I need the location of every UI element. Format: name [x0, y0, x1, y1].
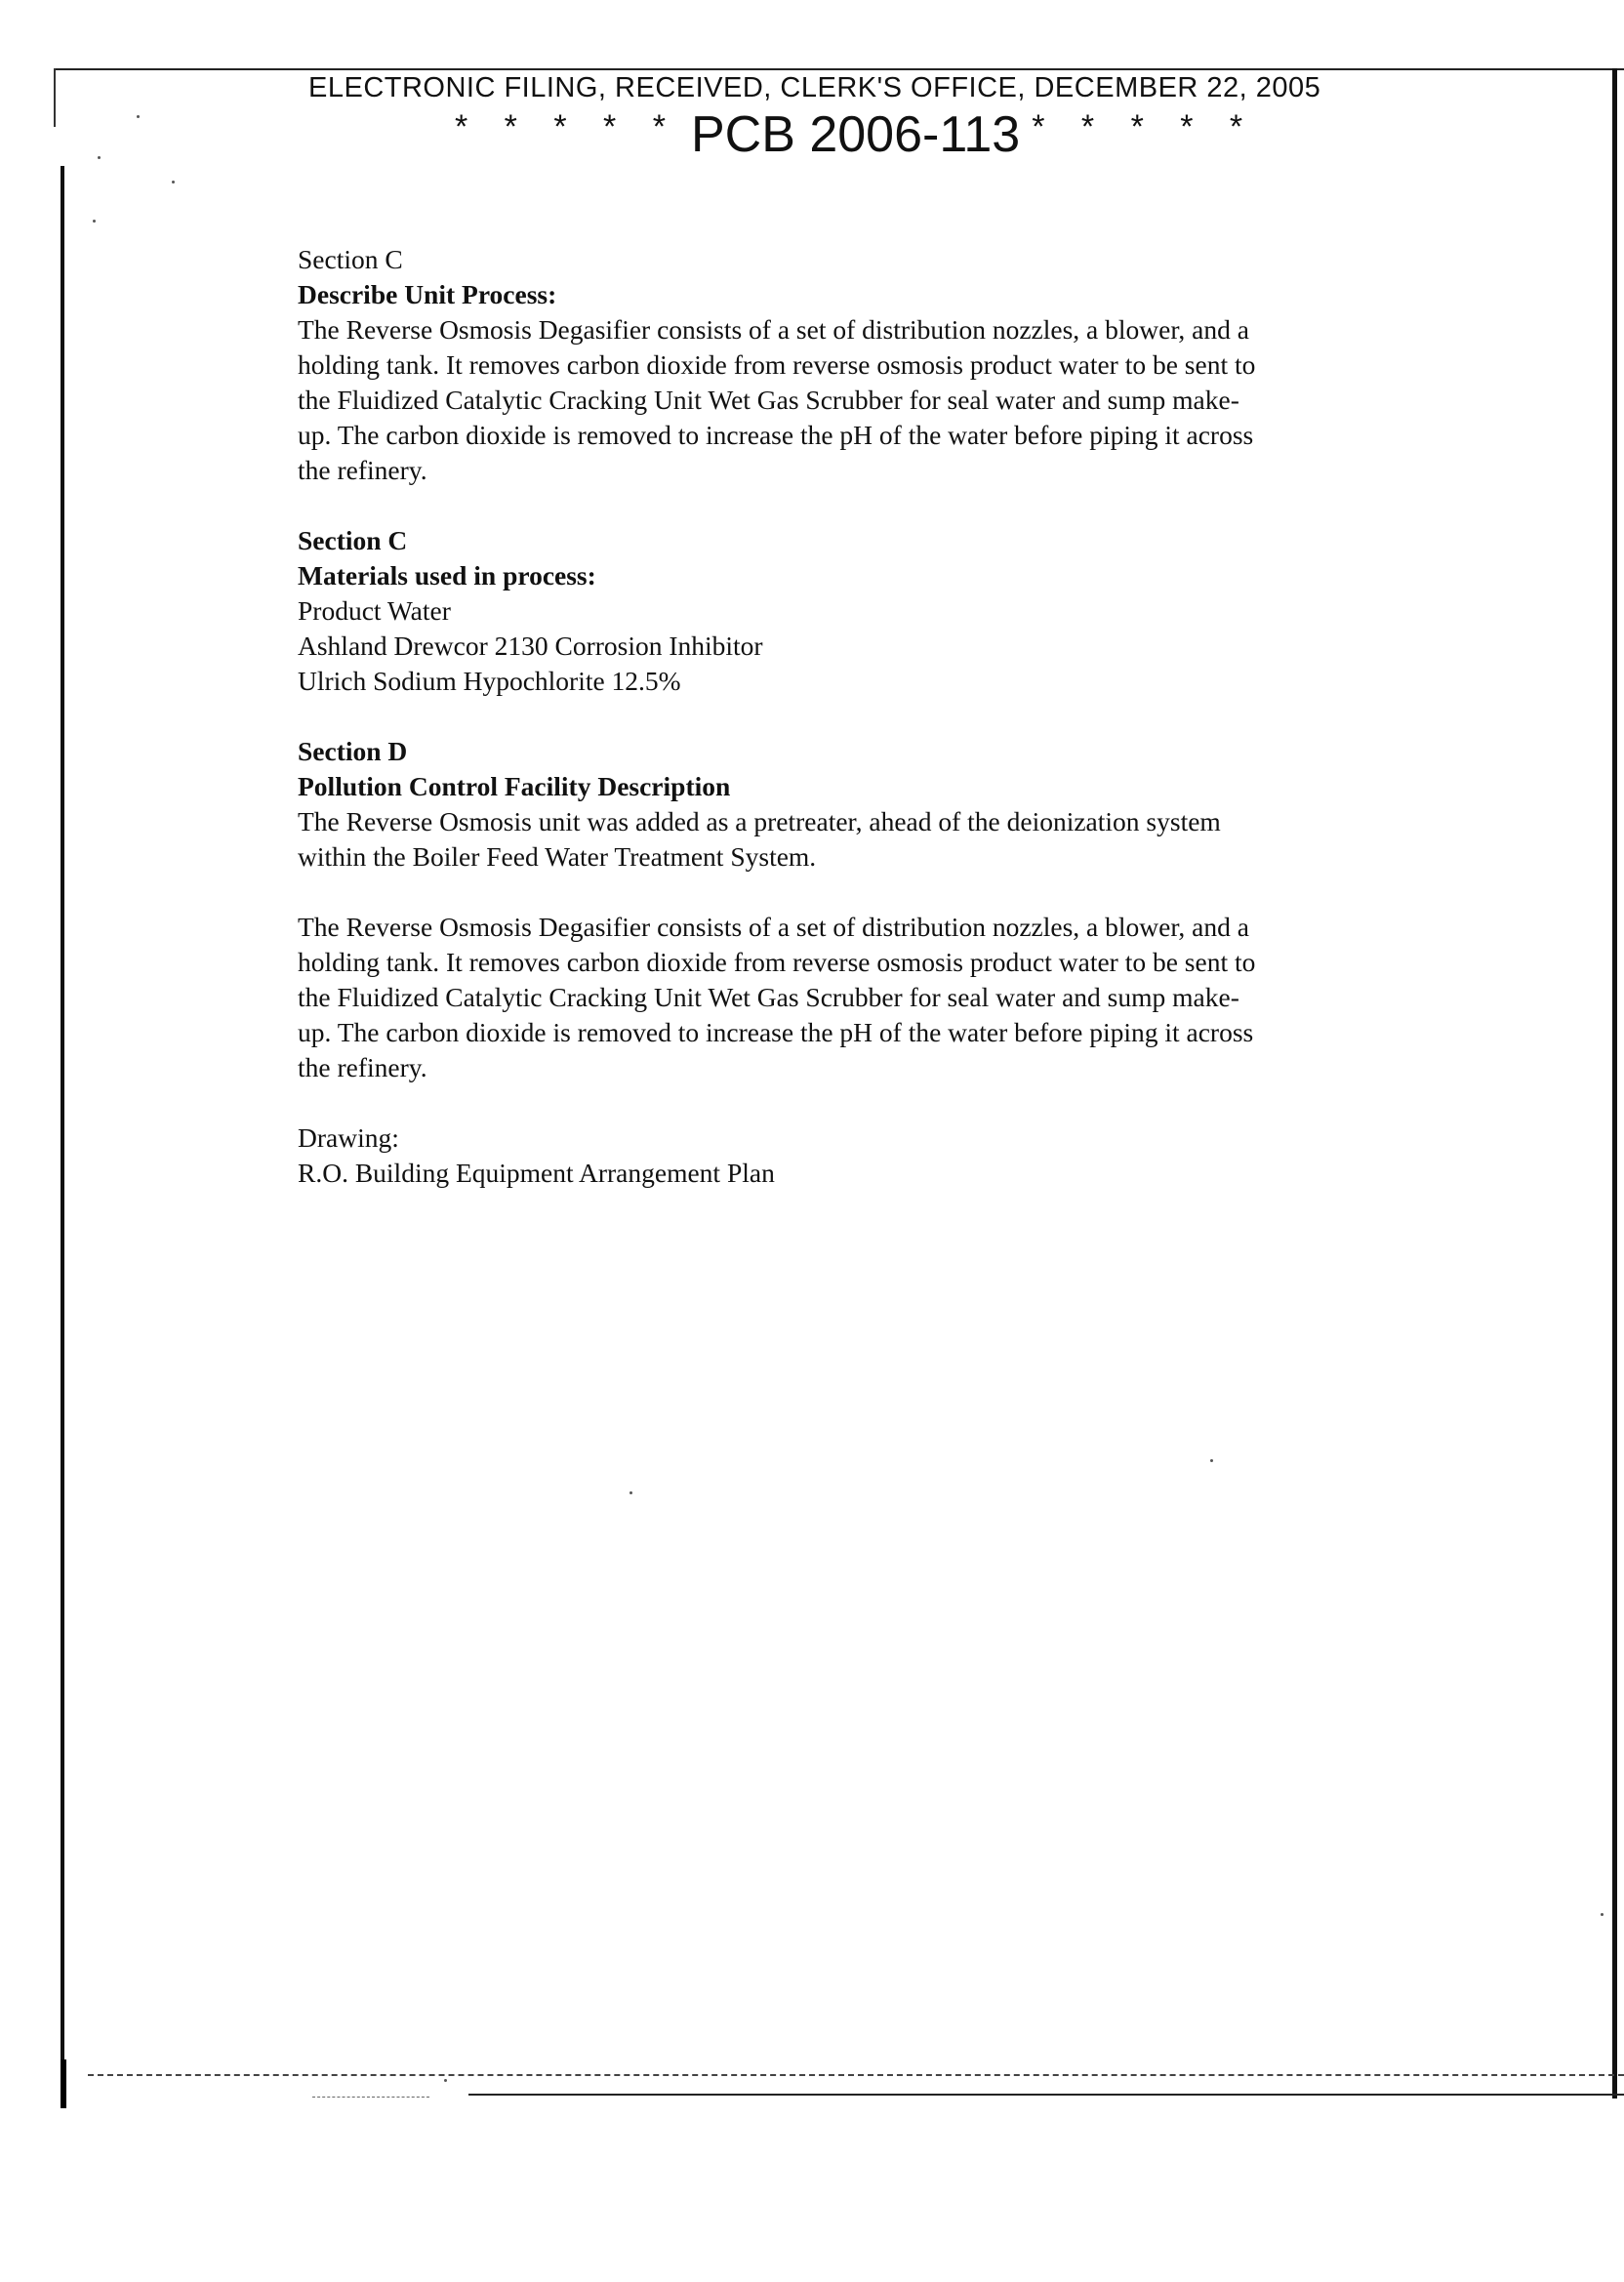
material-item: Ulrich Sodium Hypochlorite 12.5%: [298, 666, 681, 696]
paragraph-line: The Reverse Osmosis Degasifier consists of a set of distribution nozzles, a blower, and a: [298, 912, 1249, 942]
paragraph-line: up. The carbon dioxide is removed to increase the pH of the water before piping it across: [298, 1017, 1254, 1047]
paragraph-line: the Fluidized Catalytic Cracking Unit Wet Gas Scrubber for seal water and sump make-: [298, 982, 1239, 1012]
paragraph-line: The Reverse Osmosis Degasifier consists of a set of distribution nozzles, a blower, and a: [298, 314, 1249, 345]
scan-speck: [93, 220, 96, 223]
stars-right: * * * * *: [1032, 108, 1257, 145]
scan-speck: [444, 2079, 447, 2082]
section-heading: Section D: [298, 736, 408, 766]
paragraph-line: holding tank. It removes carbon dioxide from reverse osmosis product water to be sent to: [298, 349, 1256, 380]
case-number: PCB 2006-113: [690, 106, 1021, 163]
scan-frame-left: [61, 166, 64, 2099]
scan-frame-left-bottom: [61, 2059, 66, 2108]
paragraph-line: the refinery.: [298, 455, 427, 485]
section-subheading: Pollution Control Facility Description: [298, 771, 731, 801]
paragraph-line: The Reverse Osmosis unit was added as a pretreater, ahead of the deionization system: [298, 806, 1221, 836]
scan-speck: [1601, 1913, 1604, 1916]
section-d-paragraph-2: [298, 910, 1420, 1085]
section-c-materials: [298, 523, 1420, 699]
scan-speck: [172, 181, 175, 183]
scan-speck: [1210, 1459, 1213, 1462]
scan-frame-top: [54, 68, 1624, 70]
paragraph-line: the Fluidized Catalytic Cracking Unit Wet Gas Scrubber for seal water and sump make-: [298, 385, 1239, 415]
material-item: Product Water: [298, 595, 451, 626]
filing-stamp-text: ELECTRONIC FILING, RECEIVED, CLERK'S OFFICE, DECEMBER 22, 2005: [308, 72, 1321, 103]
stars-left: * * * * *: [455, 108, 679, 145]
case-number-stamp: [455, 105, 1257, 164]
scan-speck: [629, 1491, 632, 1494]
section-d-description: [298, 734, 1420, 875]
scan-frame-bottom-dashed: [88, 2074, 1624, 2076]
scan-speck: [98, 156, 101, 159]
section-heading: Section C: [298, 525, 408, 555]
scan-speck: [137, 115, 140, 118]
drawing-reference: [298, 1121, 1420, 1191]
paragraph-line: within the Boiler Feed Water Treatment System.: [298, 841, 817, 872]
scan-frame-right: [1612, 68, 1617, 2099]
document-body: [298, 242, 1420, 1226]
section-subheading: Describe Unit Process:: [298, 279, 557, 309]
scan-frame-bottom: [468, 2094, 1624, 2096]
paragraph-line: holding tank. It removes carbon dioxide from reverse osmosis product water to be sent to: [298, 947, 1256, 977]
section-subheading: Materials used in process:: [298, 560, 596, 591]
section-heading: Section C: [298, 244, 403, 274]
drawing-title: R.O. Building Equipment Arrangement Plan: [298, 1158, 775, 1188]
paragraph-line: the refinery.: [298, 1052, 427, 1082]
scan-frame-left-upper: [54, 68, 56, 127]
section-c-unit-process: [298, 242, 1420, 488]
paragraph-line: up. The carbon dioxide is removed to increase the pH of the water before piping it across: [298, 420, 1254, 450]
scan-frame-bottom-fragment: [312, 2097, 429, 2098]
drawing-label: Drawing:: [298, 1122, 399, 1153]
material-item: Ashland Drewcor 2130 Corrosion Inhibitor: [298, 631, 763, 661]
